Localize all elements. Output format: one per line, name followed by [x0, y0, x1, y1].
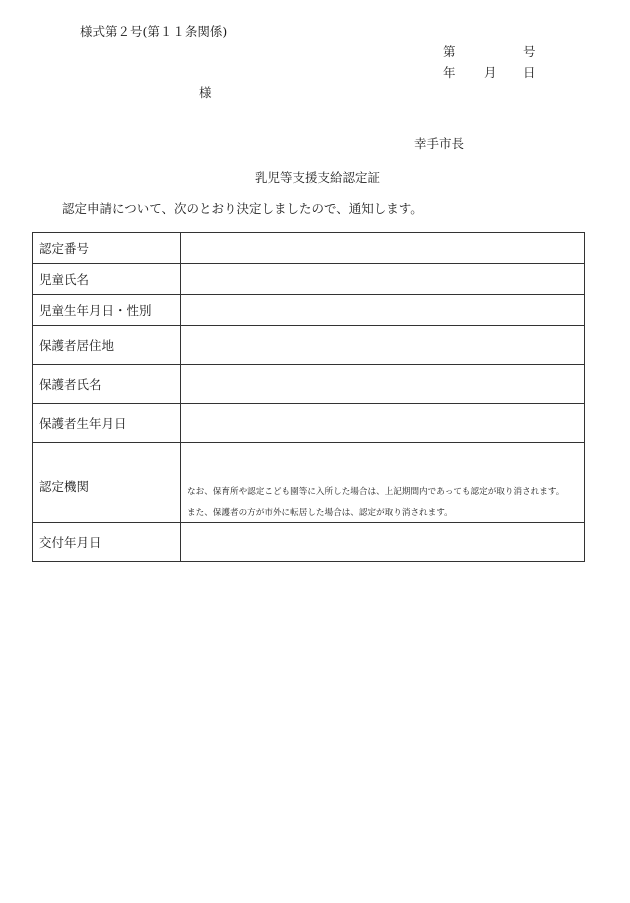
row-value-guardian-birthdate	[181, 404, 585, 443]
row-label-certification-period	[33, 443, 181, 523]
note-line-2: また、保護者の方が市外に転居した場合は、認定が取り消されます。	[187, 508, 453, 518]
row-label-child-name: 児童氏名	[33, 264, 181, 295]
row-value-issue-date	[181, 523, 585, 562]
row-label-child-birthdate-sex: 児童生年月日・性別	[33, 295, 181, 326]
row-value-certification-number	[181, 233, 585, 264]
row-label-guardian-birthdate: 保護者生年月日	[33, 404, 181, 443]
table-row	[33, 233, 585, 264]
table-row	[33, 264, 585, 295]
row-value-certification-period	[181, 443, 585, 523]
row-value-child-birthdate-sex	[181, 295, 585, 326]
row-value-child-name	[181, 264, 585, 295]
document-title: 乳児等支援支給認定証	[255, 170, 381, 185]
date-year-label: 年	[443, 65, 456, 80]
recipient-honorific: 様	[199, 85, 212, 100]
table-row	[33, 295, 585, 326]
note-line-1: なお、保育所や認定こども園等に入所した場合は、上記期間内であっても認定が取り消されます。	[187, 487, 565, 497]
row-value-guardian-name	[181, 365, 585, 404]
table-row	[33, 326, 585, 365]
table-row	[33, 523, 585, 562]
row-label-guardian-name: 保護者氏名	[33, 365, 181, 404]
date-day-label: 日	[523, 65, 536, 80]
row-label-issue-date: 交付年月日	[33, 523, 181, 562]
table-row	[33, 365, 585, 404]
date-month-label: 月	[484, 65, 497, 80]
row-label-certification-number: 認定番号	[33, 233, 181, 264]
issuer-name: 幸手市長	[414, 136, 465, 151]
row-value-guardian-address	[181, 326, 585, 365]
table-row	[33, 404, 585, 443]
form-number-label: 様式第２号(第１１条関係)	[80, 24, 228, 39]
document-number-suffix: 号	[523, 44, 536, 59]
row-label-guardian-address: 保護者居住地	[33, 326, 181, 365]
certificate-table	[32, 232, 585, 562]
document-number-prefix: 第	[443, 44, 456, 59]
row-label-certification-period-text: 認定機関	[39, 479, 90, 494]
intro-text: 認定申請について、次のとおり決定しましたので、通知します。	[62, 201, 423, 216]
table-row	[33, 443, 585, 523]
